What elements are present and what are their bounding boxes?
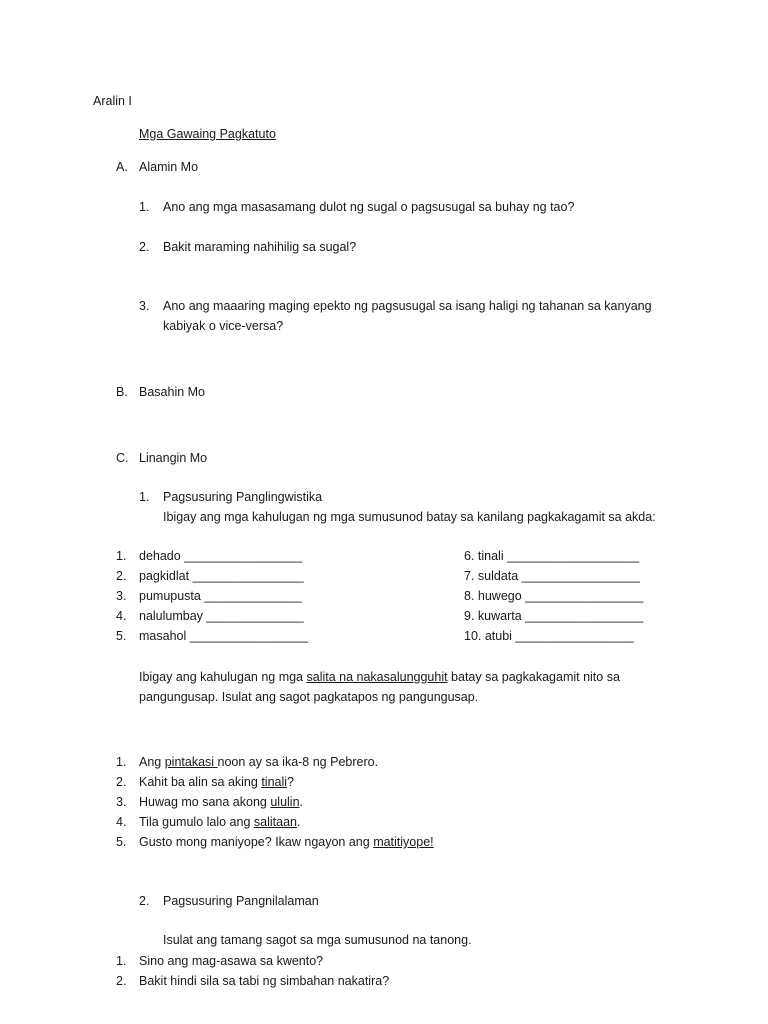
instruction2-line1 (139, 669, 620, 685)
sentence-before: Ang (139, 755, 165, 769)
sentence (139, 754, 378, 770)
vocab-item: masahol _________________ (139, 629, 308, 643)
section-a-letter: A. (116, 160, 128, 174)
sentence (139, 794, 303, 810)
part2-instruction: Isulat ang tamang sagot sa mga sumusunod na tanong. (163, 933, 472, 947)
sentence-number: 3. (116, 795, 127, 809)
vocab-number: 2. (116, 569, 127, 583)
part2-question: Bakit hindi sila sa tabi ng simbahan nakatira? (139, 974, 390, 988)
sentence (139, 774, 294, 790)
vocab-item: pumupusta ______________ (139, 589, 302, 603)
question-text-line2: kabiyak o vice-versa? (163, 319, 284, 333)
part1-number: 1. (139, 490, 150, 504)
vocab-item: pagkidlat ________________ (139, 569, 304, 583)
sentence-word: pintakasi (164, 755, 218, 769)
section-c-letter: C. (116, 451, 129, 465)
vocab-item: nalulumbay ______________ (139, 609, 304, 623)
vocab-item: 10. atubi _________________ (464, 629, 634, 643)
question-text: Ano ang mga masasamang dulot ng sugal o pagsusugal sa buhay ng tao? (163, 200, 575, 214)
sentence-after: noon ay sa ika-8 ng Pebrero. (217, 755, 379, 769)
instruction2-underlined: salita na nakasalungguhit (306, 670, 448, 684)
sentence-after: . (296, 815, 301, 829)
sentence-before: Tila gumulo lalo ang (139, 815, 254, 829)
sentence-number: 1. (116, 755, 127, 769)
section-c-title: Linangin Mo (139, 451, 208, 465)
instruction2-before: Ibigay ang kahulugan ng mga (139, 670, 307, 684)
vocab-item: 9. kuwarta _________________ (464, 609, 644, 623)
sentence-word: matitiyope! (373, 835, 434, 849)
sentence-before: Gusto mong maniyope? Ikaw ngayon ang (139, 835, 374, 849)
sentence-before: Kahit ba alin sa aking (139, 775, 262, 789)
sentence-word: salitaan (253, 815, 297, 829)
sentence-after: . (299, 795, 304, 809)
part1-instruction: Ibigay ang mga kahulugan ng mga sumusunod batay sa kanilang pagkakagamit sa akda: (163, 510, 656, 524)
lesson-title: Aralin I (93, 94, 132, 108)
question-text-line1: Ano ang maaaring maging epekto ng pagsusugal sa isang haligi ng tahanan sa kanyang (163, 299, 652, 313)
section-b-title: Basahin Mo (139, 385, 206, 399)
part2-number: 2. (139, 894, 150, 908)
vocab-number: 3. (116, 589, 127, 603)
question-number: 1. (139, 200, 150, 214)
part1-title: Pagsusuring Panglingwistika (163, 490, 323, 504)
sentence (139, 814, 300, 830)
sentence-number: 5. (116, 835, 127, 849)
section-b-letter: B. (116, 385, 128, 399)
question-text: Bakit maraming nahihilig sa sugal? (163, 240, 357, 254)
part2-question-number: 1. (116, 954, 127, 968)
vocab-item: 6. tinali ___________________ (464, 549, 640, 563)
sentence-number: 4. (116, 815, 127, 829)
vocab-number: 4. (116, 609, 127, 623)
part2-question-number: 2. (116, 974, 127, 988)
sentence-before: Huwag mo sana akong (139, 795, 271, 809)
vocab-number: 1. (116, 549, 127, 563)
part2-title: Pagsusuring Pangnilalaman (163, 894, 319, 908)
sentence-number: 2. (116, 775, 127, 789)
activities-title: Mga Gawaing Pagkatuto (139, 127, 276, 141)
instruction2-line2: pangungusap. Isulat ang sagot pagkatapos ng pangungusap. (139, 690, 479, 704)
vocab-item: 7. suldata _________________ (464, 569, 640, 583)
vocab-number: 5. (116, 629, 127, 643)
question-number: 2. (139, 240, 150, 254)
vocab-item: 8. huwego _________________ (464, 589, 644, 603)
vocab-item: dehado _________________ (139, 549, 303, 563)
sentence-word: tinali (261, 775, 288, 789)
section-a-title: Alamin Mo (139, 160, 199, 174)
part2-question: Sino ang mag-asawa sa kwento? (139, 954, 324, 968)
question-number: 3. (139, 299, 150, 313)
instruction2-after: batay sa pagkakagamit nito sa (447, 670, 620, 684)
sentence-word: ululin (270, 795, 300, 809)
sentence (139, 834, 434, 850)
sentence-after: ? (287, 775, 294, 789)
